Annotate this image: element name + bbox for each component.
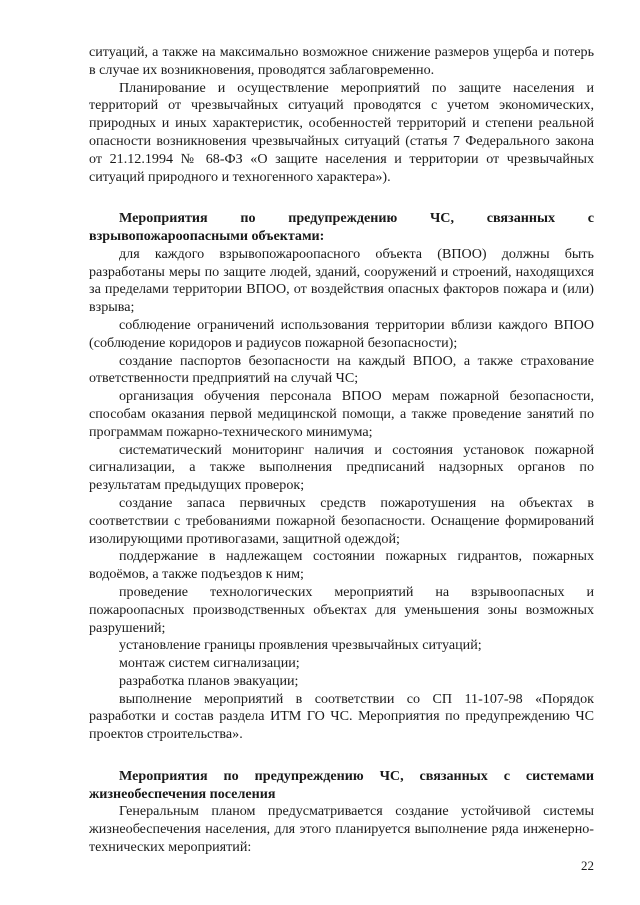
paragraph: ситуаций, а также на максимально возможное снижение размеров ущерба и потерь в случае их возникновения, проводятся заблаговременно. [89,44,594,78]
list-item: проведение технологических мероприятий на взрывоопасных и пожароопасных производственных объектах для уменьшения зоны возможных разрушений; [89,583,594,636]
list-item: поддержание в надлежащем состоянии пожарных гидрантов, пожарных водоёмов, а также подъездов к ним; [89,548,594,583]
section-heading: Мероприятия по предупреждению ЧС, связанных с взрывопожароопасными объектами: [89,210,594,244]
list-item: для каждого взрывопожароопасного объекта (ВПОО) должны быть разработаны меры по защите людей, зданий, сооружений и строений, находящихся за пределами территории ВПОО, от воздействия опасных факторов пожара и (или) взрыва; [89,245,594,316]
section-heading: Мероприятия по предупреждению ЧС, связанных с системами жизнеобеспечения поселения [89,767,594,802]
list-item: соблюдение ограничений использования территории вблизи каждого ВПОО (соблюдение коридоров и радиусов пожарной безопасности); [89,316,594,351]
page-number: 22 [581,858,594,873]
list-item: разработка планов эвакуации; [119,672,299,689]
list-item: систематический мониторинг наличия и состояния установок пожарной сигнализации, а также выполнения предписаний надзорных органов по результатам предыдущих проверок; [89,441,594,494]
list-item: организация обучения персонала ВПОО мерам пожарной безопасности, способам оказания первой медицинской помощи, а также проведение занятий по программам пожарно-технического минимума; [89,388,594,440]
list-item: создание запаса первичных средств пожаротушения на объектах в соответствии с требованиями пожарной безопасности. Оснащение формирований изолирующими противогазами, защитной одеждой; [89,494,594,547]
spacer [89,186,594,204]
spacer [89,744,594,762]
document-page [89,44,594,857]
list-item: Генеральным планом предусматривается создание устойчивой системы жизнеобеспечения населения, для этого планируется выполнение ряда инженерно-технических мероприятий: [89,803,594,856]
paragraph: Планирование и осуществление мероприятий по защите населения и территорий от чрезвычайных ситуаций проводятся с учетом экономических, природных и иных характеристик, особенностей территорий и степени реальной опасности возникновения чрезвычайных ситуаций (статья 7 Федерального закона от 21.12.1994 № 68-ФЗ «О защите населения и территории от чрезвычайных ситуаций природного и техногенного характера»). [89,79,594,185]
list-item: монтаж систем сигнализации; [119,655,300,672]
list-item: установление границы проявления чрезвычайных ситуаций; [119,637,482,654]
list-item: создание паспортов безопасности на каждый ВПОО, а также страхование ответственности предприятий на случай ЧС; [89,352,594,387]
list-item: выполнение мероприятий в соответствии со СП 11-107-98 «Порядок разработки и состав раздела ИТМ ГО ЧС. Мероприятия по предупреждению ЧС проектов строительства». [89,690,594,743]
